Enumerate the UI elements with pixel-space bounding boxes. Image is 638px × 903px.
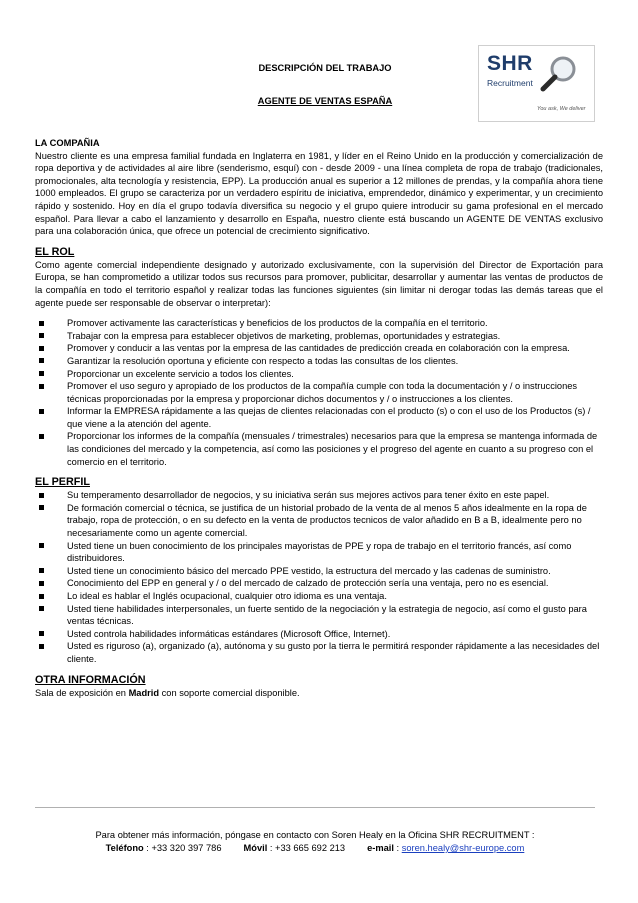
company-heading: LA COMPAÑIA: [35, 138, 100, 148]
document-body: [35, 137, 603, 699]
bullet-icon: [39, 568, 44, 573]
bullet-icon: [39, 505, 44, 510]
logo-main-text: SHR: [487, 52, 533, 75]
profile-section: [35, 476, 603, 665]
phone-label: Teléfono: [105, 843, 144, 853]
footer-divider: [35, 807, 595, 808]
job-title: AGENTE DE VENTAS ESPAÑA: [257, 96, 393, 106]
other-info-text: Sala de exposición en Madrid con soporte comercial disponible.: [35, 687, 300, 698]
phone-value: : +33 320 397 786: [143, 843, 222, 853]
list-item: Promover activamente las características y beneficios de los productos de la compañía en el territorio.: [35, 317, 603, 330]
list-item: De formación comercial o técnica, se justifica de un historial probado de la venta de al menos 5 años idealmente en la ropa de trabajo, ropa de protección, o en su defecto en la venta de productos tecnicos de valor añadido en B a B, idealmente pero no necesariamente como un agente comercial.: [35, 502, 603, 540]
bullet-icon: [39, 581, 44, 586]
list-item: Promover el uso seguro y apropiado de los productos de la compañía cumple con toda la documentación y / o instrucciones técnicas proporcionadas por la empresa y proporcionar dichos documentos y / o instrucciones a los clientes.: [35, 380, 603, 405]
role-section: [35, 246, 603, 469]
mobile-value: : +33 665 692 213: [267, 843, 346, 853]
document-title: DESCRIPCIÓN DEL TRABAJO: [258, 63, 392, 73]
list-item: Usted es riguroso (a), organizado (a), autónoma y su gusto por la tierra le permitirá responder rápidamente a las necesidades del cliente.: [35, 640, 603, 665]
email-label: e-mail: [367, 843, 394, 853]
list-item: Informar la EMPRESA rápidamente a las quejas de clientes relacionadas con el producto (s) o con el uso de los Productos (s) / que viene a la atención del agente.: [35, 405, 603, 430]
list-item: Lo ideal es hablar el Inglés ocupacional, cualquier otro idioma es una ventaja.: [35, 590, 603, 603]
bullet-icon: [39, 594, 44, 599]
bullet-icon: [39, 409, 44, 414]
list-item: Promover y conducir a las ventas por la empresa de las cantidades de predicción creada en colaboración con la empresa.: [35, 342, 603, 355]
other-info-section: [35, 674, 603, 700]
list-item: Usted tiene habilidades interpersonales, un fuerte sentido de la negociación y la estrategia de negocio, así como el gusto para ventas técnicas.: [35, 603, 603, 628]
bullet-icon: [39, 606, 44, 611]
bullet-icon: [39, 321, 44, 326]
list-item: Usted controla habilidades informáticas estándares (Microsoft Office, Internet).: [35, 628, 603, 641]
bullet-icon: [39, 333, 44, 338]
city-name: Madrid: [128, 687, 160, 698]
bullet-icon: [39, 434, 44, 439]
logo-sub-text: Recruitment: [487, 78, 533, 88]
list-item: Proporcionar los informes de la compañía (mensuales / trimestrales) necesarios para que la empresa se mantenga informada de las condiciones del mercado y la competencia, así como las posiciones y el progreso del agente en cuanto a su progreso con el comercio en el territorio.: [35, 430, 603, 468]
list-item: Garantizar la resolución oportuna y eficiente con respecto a todas las consultas de los clientes.: [35, 355, 603, 368]
other-info-heading: OTRA INFORMACIÓN: [35, 673, 146, 686]
bullet-icon: [39, 346, 44, 351]
list-item: Conocimiento del EPP en general y / o del mercado de calzado de protección sería una ventaja, pero no es esencial.: [35, 577, 603, 590]
bullet-icon: [39, 384, 44, 389]
footer-contact-line: Para obtener más información, póngase en contacto con Soren Healy en la Oficina SHR RECRUITMENT :: [95, 830, 535, 840]
logo-tagline: You ask, We deliver: [537, 106, 586, 112]
bullet-icon: [39, 644, 44, 649]
role-duties-list: [35, 317, 603, 468]
bullet-icon: [39, 493, 44, 498]
role-text: Como agente comercial independiente designado y autorizado exclusivamente, con la supervisión del Director de Exportación para Europa, se han comprometido a utilizar todos sus recursos para promover, publicitar, desarrollar y aumentar las ventas de productos de la compañía en todo el territorio español y realizar todas las funciones siguientes (sin limitar ni derogar todas las demás tareas que el agente puede ser responsable de observar o interpretar):: [35, 259, 603, 308]
list-item: Proporcionar un excelente servicio a todos los clientes.: [35, 368, 603, 381]
list-item: Usted tiene un conocimiento básico del mercado PPE vestido, la estructura del mercado y las cadenas de suministro.: [35, 565, 603, 578]
list-item: Trabajar con la empresa para establecer objetivos de marketing, problemas, oportunidades y estrategias.: [35, 330, 603, 343]
bullet-icon: [39, 371, 44, 376]
shr-recruitment-logo: [478, 45, 595, 122]
email-link[interactable]: soren.healy@shr-europe.com: [401, 843, 525, 853]
company-section: [35, 137, 603, 238]
profile-requirements-list: [35, 489, 603, 665]
footer-contact-details: Teléfono : +33 320 397 786 Móvil : +33 665 692 213 e-mail : soren.healy@shr-europe.com: [105, 843, 525, 853]
list-item: Usted tiene un buen conocimiento de los principales mayoristas de PPE y ropa de trabajo en el territorio francés, así como distribuidores.: [35, 540, 603, 565]
list-item: Su temperamento desarrollador de negocios, y su iniciativa serán sus mejores activos para tener éxito en este papel.: [35, 489, 603, 502]
profile-heading: EL PERFIL: [35, 476, 90, 489]
bullet-icon: [39, 358, 44, 363]
role-heading: EL ROL: [35, 245, 75, 258]
bullet-icon: [39, 543, 44, 548]
company-text: Nuestro cliente es una empresa familial fundada en Inglaterra en 1981, y líder en el Reino Unido en la producción y comercialización de ropa deportiva y de actividades al aire libre (senderismo, esquí) con - desde 2009 - una línea completa de ropa de trabajo (tradicionales, promocionales, alta tecnología y resistencia, EPP). La producción anual es superior a 12 millones de prendas, y la compañía ahora tiene 1000 empleados. El grupo se caracteriza por un verdadero espíritu de iniciativa, emprendedor, dinámico y experimentar, y un crecimiento rápido y sostenido. Hoy en día el grupo todavía diversifica su negocio y el grupo quiere introducir su gama profesional en el mercado español. Para llevar a cabo el lanzamiento y desarrollo en España, nuestro cliente está buscando un AGENTE DE VENTAS exclusivo para una colaboración única, que ofrece un potencial de crecimiento significativo.: [35, 150, 603, 237]
mobile-label: Móvil: [243, 843, 268, 853]
magnifying-glass-icon: [537, 52, 585, 94]
bullet-icon: [39, 631, 44, 636]
